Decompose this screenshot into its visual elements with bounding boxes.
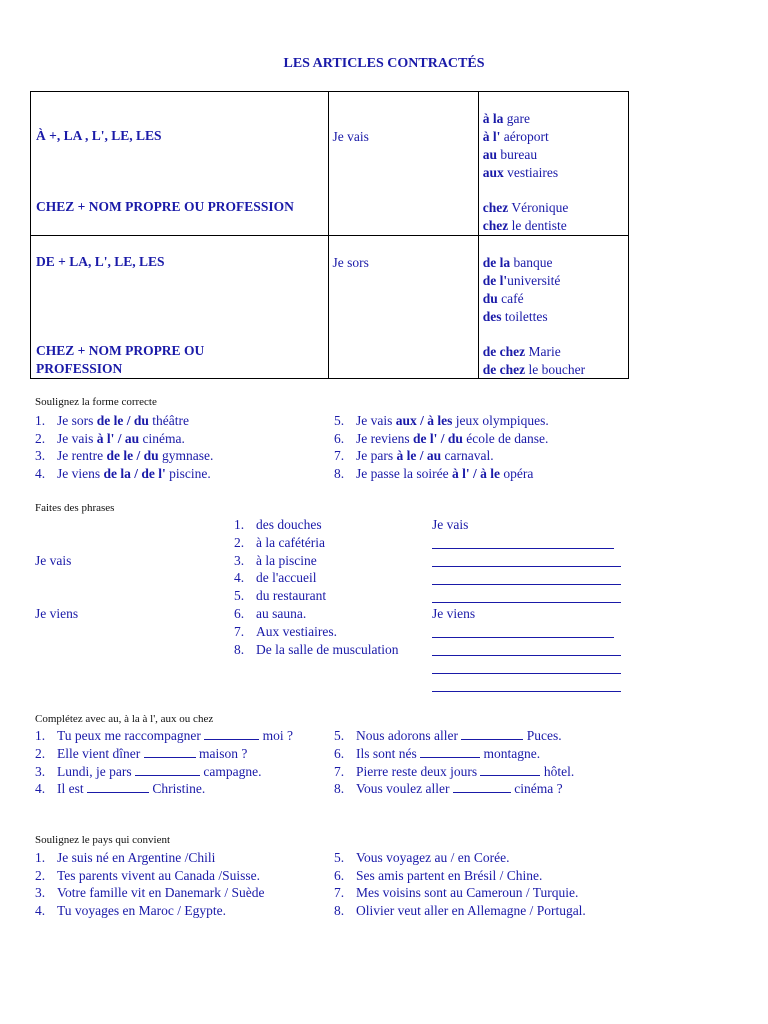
example-line: des toilettes [482, 309, 548, 324]
exercise-item: 4. Je viens de la / de l' piscine. [35, 466, 211, 481]
example-line: aux vestiaires [482, 165, 559, 180]
list-item: 2. à la cafétéria [234, 535, 325, 550]
list-item: 3. à la piscine [234, 553, 317, 568]
example-cell [478, 92, 628, 236]
fill-in-blank[interactable] [420, 746, 480, 758]
answer-line[interactable] [432, 637, 614, 638]
answer-line[interactable] [432, 691, 621, 692]
fill-in-blank[interactable] [453, 781, 511, 793]
page-title: LES ARTICLES CONTRACTÉS [283, 56, 485, 71]
exercise-heading: Soulignez le pays qui convient [35, 834, 171, 846]
answer-label: Je vais [432, 517, 469, 532]
rule-label: À +, LA , L', LE, LES [36, 128, 162, 143]
verb-cell [328, 92, 478, 236]
example-line: de l'université [482, 273, 561, 288]
answer-line[interactable] [432, 673, 621, 674]
exercise-item: 7. Pierre reste deux jours hôtel. [334, 764, 575, 779]
exercise-item: 5. Je vais aux / à les jeux olympiques. [334, 413, 549, 428]
exercise-heading: Faites des phrases [35, 502, 115, 514]
verb-cell [328, 236, 478, 379]
rule-label: PROFESSION [36, 361, 123, 376]
exercise-item: 1. Je sors de le / du théâtre [35, 413, 189, 428]
fill-in-blank[interactable] [461, 728, 523, 740]
exercise-item: 3. Je rentre de le / du gymnase. [35, 448, 214, 463]
table-row [31, 92, 629, 236]
rule-label: CHEZ + NOM PROPRE OU PROFESSION [36, 199, 294, 214]
list-item: 5. du restaurant [234, 588, 327, 603]
exercise-item: 1. Je suis né en Argentine /Chili [35, 850, 216, 865]
exercise-item: 3. Votre famille vit en Danemark / Suède [35, 885, 265, 900]
fill-in-blank[interactable] [204, 728, 259, 740]
verb-label: Je vais [332, 129, 369, 144]
fill-in-blank[interactable] [135, 764, 200, 776]
example-line: au bureau [482, 147, 538, 162]
exercise-heading: Complétez avec au, à la à l', aux ou chez [35, 713, 214, 725]
grammar-table [30, 91, 629, 379]
rule-label: CHEZ + NOM PROPRE OU [36, 343, 205, 358]
rule-label: DE + LA, L', LE, LES [36, 254, 165, 269]
list-item: 1. des douches [234, 517, 322, 532]
exercise-item: 7. Je pars à le / au carnaval. [334, 448, 494, 463]
answer-label: Je viens [432, 606, 476, 621]
exercise-item: 7. Mes voisins sont au Cameroun / Turquie. [334, 885, 579, 900]
exercise-item: 2. Elle vient dîner maison ? [35, 746, 248, 761]
example-line: de chez Marie [482, 344, 561, 359]
verb-label: Je viens [35, 606, 79, 621]
example-line: du café [482, 291, 524, 306]
exercise-item: 2. Je vais à l' / au cinéma. [35, 431, 185, 446]
exercise-item: 8. Vous voulez aller cinéma ? [334, 781, 563, 796]
example-line: à l' aéroport [482, 129, 549, 144]
answer-line[interactable] [432, 602, 621, 603]
example-line: chez le dentiste [482, 218, 567, 233]
exercise-item: 3. Lundi, je pars campagne. [35, 764, 262, 779]
answer-line[interactable] [432, 566, 621, 567]
list-item: 8. De la salle de musculation [234, 642, 399, 657]
exercise-item: 5. Vous voyagez au / en Corée. [334, 850, 510, 865]
fill-in-blank[interactable] [87, 781, 149, 793]
exercise-item: 6. Je reviens de l' / du école de danse. [334, 431, 549, 446]
list-item: 4. de l'accueil [234, 570, 317, 585]
rule-cell [31, 236, 329, 379]
verb-label: Je sors [332, 255, 369, 270]
fill-in-blank[interactable] [144, 746, 196, 758]
rule-cell [31, 92, 329, 236]
exercise-item: 6. Ils sont nés montagne. [334, 746, 541, 761]
verb-label: Je vais [35, 553, 72, 568]
list-item: 7. Aux vestiaires. [234, 624, 337, 639]
table-row [31, 236, 629, 379]
fill-in-blank[interactable] [480, 764, 540, 776]
example-cell [478, 236, 628, 379]
exercise-item: 6. Ses amis partent en Brésil / Chine. [334, 868, 543, 883]
list-item: 6. au sauna. [234, 606, 307, 621]
example-line: de la banque [482, 255, 553, 270]
exercise-item: 4. Il est Christine. [35, 781, 206, 796]
exercise-item: 8. Olivier veut aller en Allemagne / Portugal. [334, 903, 586, 918]
exercise-item: 8. Je passe la soirée à l' / à le opéra [334, 466, 534, 481]
answer-line[interactable] [432, 584, 621, 585]
example-line: chez Véronique [482, 200, 569, 215]
exercise-item: 5. Nous adorons aller Puces. [334, 728, 562, 743]
exercise-heading: Soulignez la forme correcte [35, 396, 157, 408]
example-line: à la gare [482, 111, 530, 126]
answer-line[interactable] [432, 655, 621, 656]
exercise-item: 2. Tes parents vivent au Canada /Suisse. [35, 868, 261, 883]
exercise-item: 4. Tu voyages en Maroc / Egypte. [35, 903, 226, 918]
answer-line[interactable] [432, 548, 614, 549]
exercise-item: 1. Tu peux me raccompagner moi ? [35, 728, 293, 743]
example-line: de chez le boucher [482, 362, 586, 377]
